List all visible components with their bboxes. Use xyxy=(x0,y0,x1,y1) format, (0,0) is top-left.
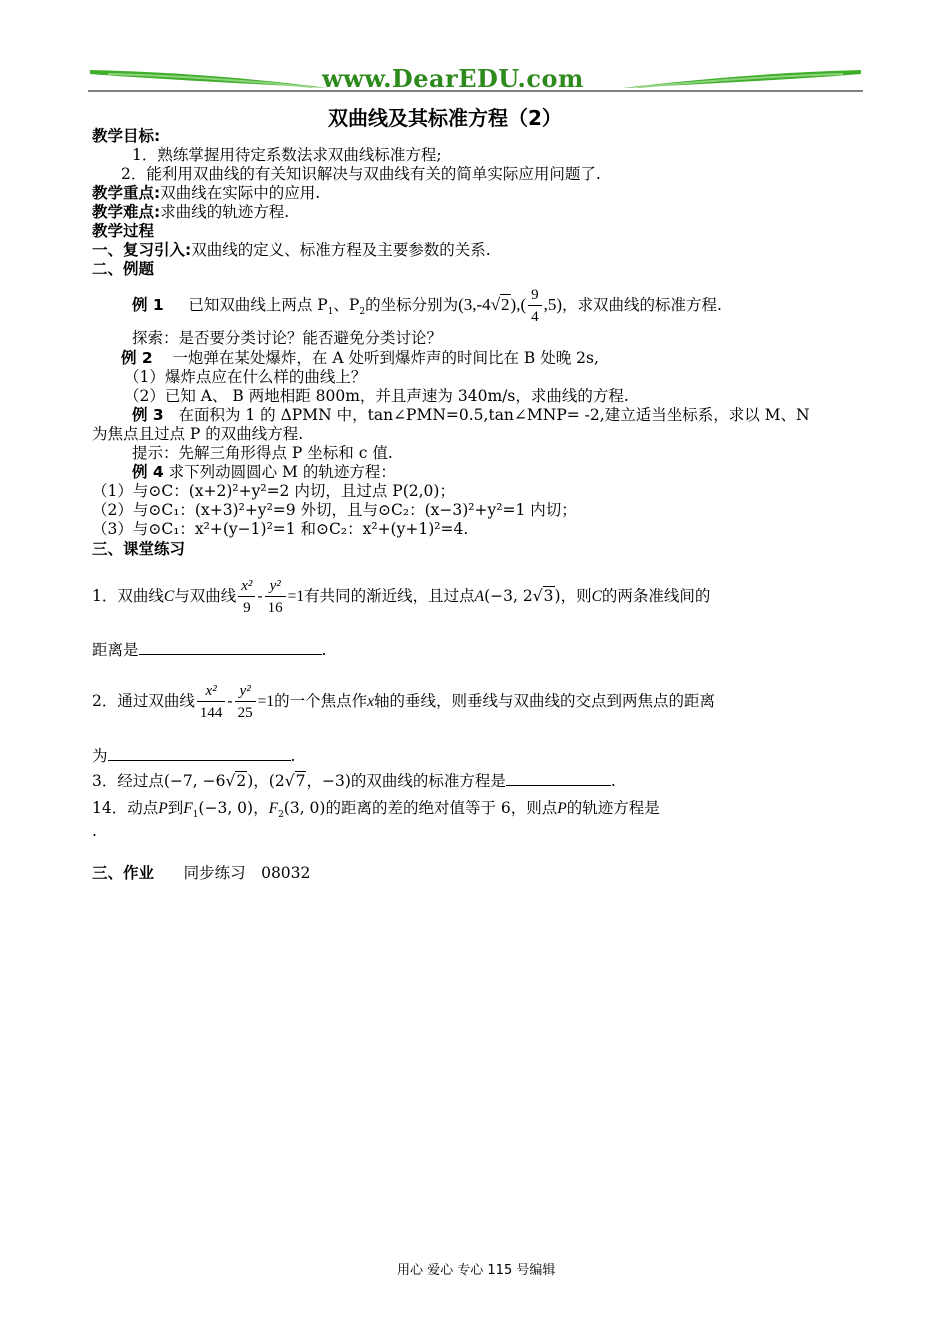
practice-1-text-g: )，则 xyxy=(554,587,592,605)
example-2-text: 一炮弹在某处爆炸，在 A 处听到爆炸声的时间比在 B 处晚 2s, xyxy=(172,349,599,367)
practice-2-eq: =1 xyxy=(257,693,275,710)
practice-2-line-2 xyxy=(92,746,295,766)
example-2-label: 例 2 xyxy=(121,349,153,367)
practice-1-line-2-text: 距离是 xyxy=(92,641,139,659)
practice-1-var-a: A xyxy=(474,588,485,605)
practice-2-text-c: 轴的垂线，则垂线与双曲线的交点到两焦点的距离 xyxy=(374,692,716,710)
example-4-label: 例 4 xyxy=(132,463,164,481)
example-3 xyxy=(132,406,810,425)
example-1-radicand: 2 xyxy=(501,295,510,314)
example-1-label: 例 1 xyxy=(132,296,164,314)
practice-2-frac-y: $\frac{\text{y²}}{25}$ xyxy=(235,683,256,721)
practice-4-var-p: P xyxy=(158,800,168,817)
practice-3-dot: . xyxy=(610,772,616,790)
example-4-item-3: （3）与⊙C₁：x²+(y−1)²=1 和⊙C₂：x²+(y+1)²=4. xyxy=(92,520,469,538)
example-2 xyxy=(121,349,599,368)
practice-1-point: (−3, 2 xyxy=(484,587,533,605)
example-4-item-1: （1）与⊙C：(x+2)²+y²=2 内切，且过点 P(2,0)； xyxy=(92,482,455,500)
practice-1-frac-x: $\frac{\text{x²}}{9}$ xyxy=(238,578,255,616)
example-3-label: 例 3 xyxy=(132,406,164,424)
practice-3-text-b: )，(2 xyxy=(247,772,285,790)
example-4-item-2: （2）与⊙C₁：(x+3)²+y²=9 外切，且与⊙C₂：(x−3)²+y²=1 内切； xyxy=(92,501,577,519)
page-footer: 用心 爱心 专心 115 号编辑 xyxy=(397,1263,556,1278)
practice-4-var-p2: P xyxy=(557,800,567,817)
practice-1-text-k: 的两条准线间的 xyxy=(601,587,711,605)
practice-4-line-2: . xyxy=(92,822,97,840)
difficulty-label: 教学难点: xyxy=(92,203,161,221)
example-3-text-2: 为焦点且过点 P 的双曲线方程. xyxy=(92,425,304,443)
practice-1-text-b: 与双曲线 xyxy=(174,587,237,605)
practice-4-text-d: (3, 0)的距离的差的绝对值等于 6，则点 xyxy=(283,799,558,817)
practice-2-answer-blank[interactable] xyxy=(108,746,291,761)
practice-2-var-x: x xyxy=(367,693,375,710)
practice-4-text-a: 14．动点 xyxy=(92,799,159,817)
key-point-text: 双曲线在实际中的应用. xyxy=(160,184,321,202)
goal-item-1: 1．熟练掌握用待定系数法求双曲线标准方程; xyxy=(132,146,442,164)
homework xyxy=(92,864,310,883)
practice-4: 14．动点P到$F_1(-3$, 0)，$F_2(3$, 0)的距离的差的绝对值等于 6，则点P的轨迹方程是 xyxy=(92,799,660,821)
homework-label: 三、作业 xyxy=(92,864,155,882)
goals-label: 教学目标: xyxy=(92,127,161,145)
practice-1-minus: - xyxy=(257,587,263,605)
practice-3-text-a: 3．经过点(−7, −6 xyxy=(92,772,226,790)
review-label: 一、复习引入: xyxy=(92,241,192,259)
practice-1-dot: . xyxy=(321,641,327,659)
example-1-point-1: (3,-4 xyxy=(458,295,491,314)
practice-3-answer-blank[interactable] xyxy=(506,771,611,786)
practice-2 xyxy=(92,678,715,725)
key-point-label: 教学重点: xyxy=(92,184,161,202)
practice-4-text-b: 到 xyxy=(167,799,184,817)
example-1-text-c: 的坐标分别为 xyxy=(365,296,459,314)
practice-4-var-f1: F xyxy=(183,800,193,817)
practice-2-minus: - xyxy=(227,692,233,710)
practice-3: 3．经过点(−7, −6√2)，(2√7，−3)的双曲线的标准方程是 . xyxy=(92,772,616,790)
practice-1-eq: =1 xyxy=(287,588,305,605)
review xyxy=(92,241,491,260)
practice-2-frac-x: $\frac{\text{x²}}{144}$ xyxy=(197,683,226,721)
example-1-fraction: $\frac{9}{4}$ xyxy=(528,287,542,325)
practice-4-var-f2: F xyxy=(268,800,279,817)
practice-1: 1．双曲线C与双曲线 $\frac{\text{x²}}{9}$ - $\frac{\text{y²}}{16}$ =1有共同的渐近线，且过点A(−3, 2√3)，则C的两条准线间的 xyxy=(92,578,711,616)
practice-4-text-c: (−3, 0)， xyxy=(198,799,269,817)
example-3-text: 在面积为 1 的 ΔPMN 中，tan∠PMN=0.5,tan∠MNP= -2,建立适当坐标系，求以 M、N xyxy=(178,406,810,424)
example-1: 例 1 已知双曲线上两点 $P_1$、$P_2$的坐标分别为(3,-4√2),( $\frac{9}{4}$ ,5)，求双曲线的标准方程. xyxy=(132,287,722,326)
difficulty-text: 求曲线的轨迹方程. xyxy=(160,203,290,221)
practice-2-text-b: 的一个焦点作 xyxy=(274,692,368,710)
site-logo: www.DearEDU.com xyxy=(322,64,584,93)
practice-1-answer-blank[interactable] xyxy=(139,640,322,655)
example-1-explore: 探索：是否要分类讨论？能否避免分类讨论？ xyxy=(132,329,443,347)
practice-label: 三、课堂练习 xyxy=(92,540,186,558)
practice-1-var-c2: C xyxy=(591,588,602,605)
practice-1-text-e: 有共同的渐近线，且过点 xyxy=(304,587,475,605)
key-point xyxy=(92,184,320,203)
example-4-text: 求下列动圆圆心 M 的轨迹方程： xyxy=(168,463,396,481)
page-title: 双曲线及其标准方程（2） xyxy=(328,106,562,130)
practice-1-radicand: 3 xyxy=(543,587,554,605)
process-label: 教学过程 xyxy=(92,222,155,240)
difficulty xyxy=(92,203,289,222)
practice-2-text-a: 2．通过双曲线 xyxy=(92,692,195,710)
practice-3-radicand-1: 2 xyxy=(236,772,247,790)
practice-3-text-c: ，−3)的双曲线的标准方程是 xyxy=(306,772,506,790)
example-3-hint: 提示：先解三角形得点 P 坐标和 c 值. xyxy=(132,444,393,462)
practice-3-radicand-2: 7 xyxy=(295,772,306,790)
example-1-point-2: ,5) xyxy=(543,295,563,314)
goal-item-2: 2．能利用双曲线的有关知识解决与双曲线有关的简单实际应用问题了. xyxy=(121,165,601,183)
practice-1-line-2 xyxy=(92,640,326,660)
practice-4-text-e: 的轨迹方程是 xyxy=(566,799,660,817)
example-1-point-sep: ),( xyxy=(510,295,527,314)
example-1-text-d: ，求双曲线的标准方程. xyxy=(562,296,722,314)
example-2-q2: （2）已知 A、 B 两地相距 800m，并且声速为 340m/s，求曲线的方程. xyxy=(124,387,629,405)
practice-2-line-2-text: 为 xyxy=(92,747,108,765)
examples-label: 二、例题 xyxy=(92,260,155,278)
example-1-text-a: 已知双曲线上两点 P xyxy=(188,296,328,314)
example-4 xyxy=(132,463,396,482)
example-2-q1: （1）爆炸点应在什么样的曲线上？ xyxy=(124,368,367,386)
practice-1-frac-y: $\frac{\text{y²}}{16}$ xyxy=(265,578,286,616)
practice-2-dot: . xyxy=(290,747,296,765)
example-1-text-b: 、P xyxy=(333,296,360,314)
practice-1-var-c: C xyxy=(163,588,175,605)
homework-text: 同步练习 08032 xyxy=(183,864,311,882)
practice-1-text-a: 1．双曲线 xyxy=(92,587,164,605)
review-text: 双曲线的定义、标准方程及主要参数的关系. xyxy=(191,241,491,259)
